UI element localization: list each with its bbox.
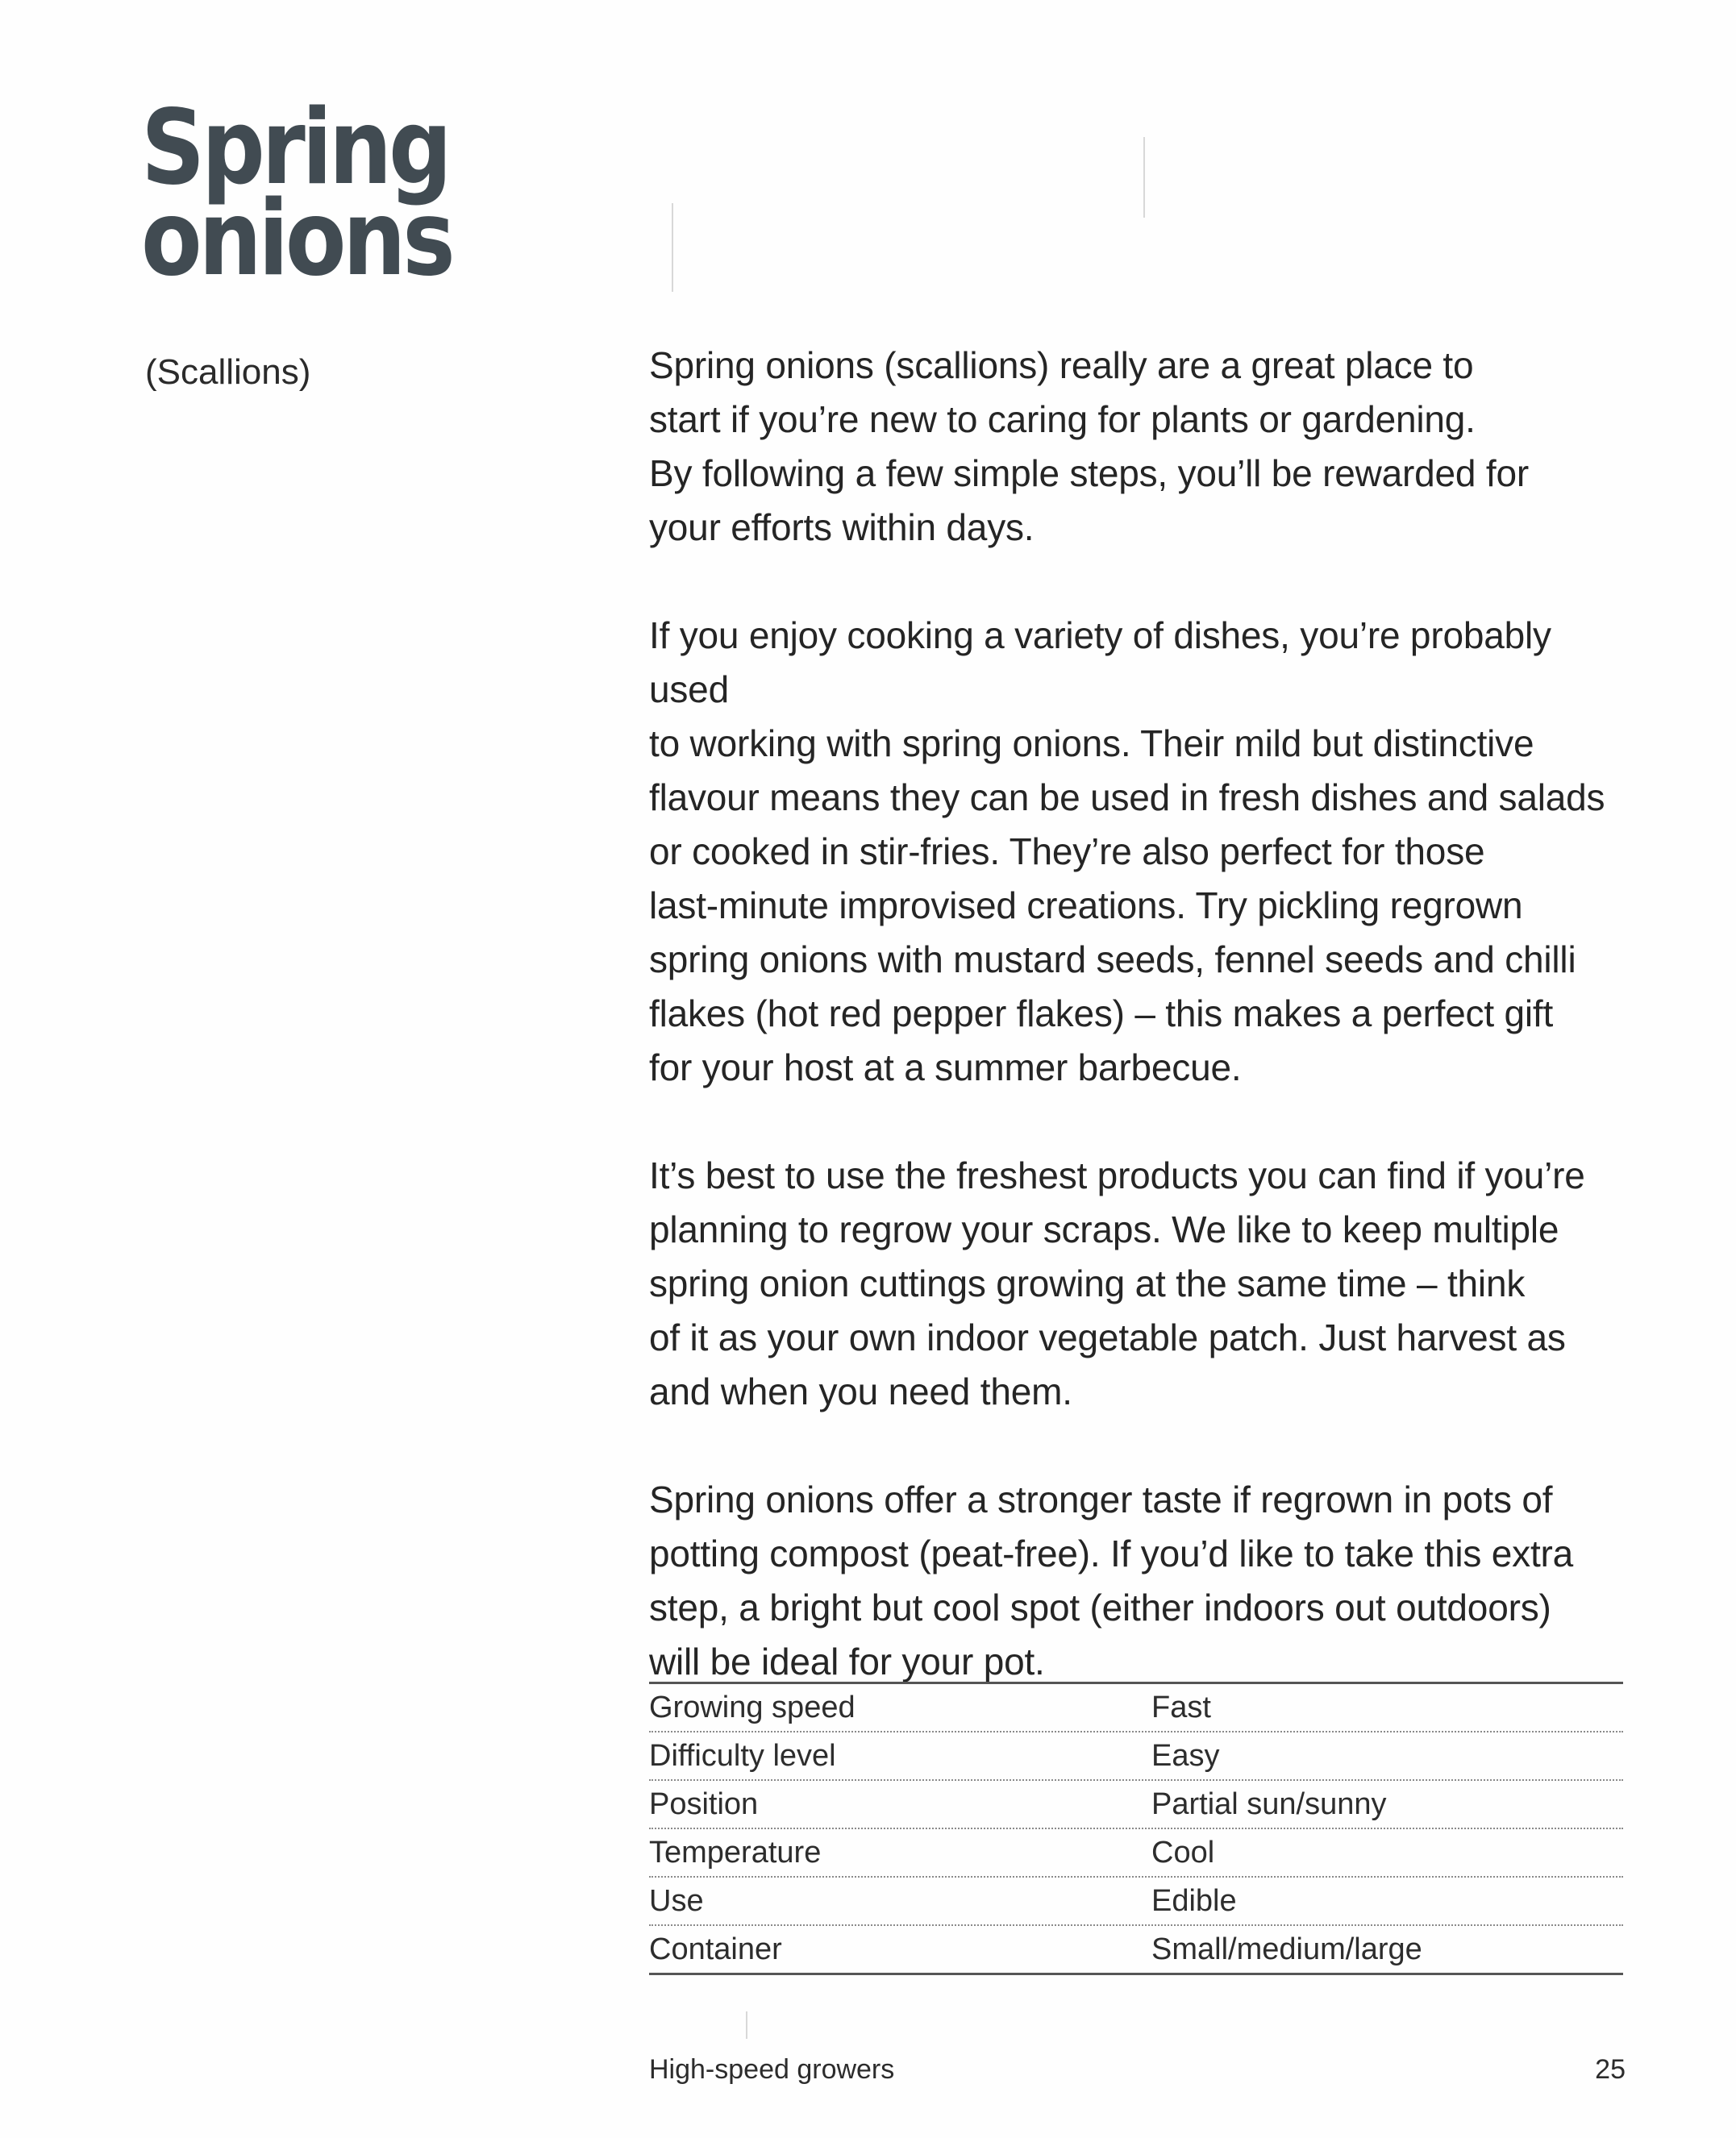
table-row-temperature [649,1829,1623,1878]
detail-value: Edible [1151,1883,1237,1918]
body-paragraph-1: Spring onions (scallions) really are a great place to start if you’re new to caring for plants or gardening. By following a few simple steps, you’ll be rewarded for your efforts within days. [649,344,1529,548]
body-paragraph-3: It’s best to use the freshest products you can find if you’re planning to regrow your scraps. We like to keep multiple spring onion cuttings growing at the same time – think of it as your own indoor vegetable patch. Just harvest as and when you need them. [649,1154,1585,1412]
plant-details-table [649,1682,1623,1975]
scan-artifact-line [672,203,673,292]
page-number: 25 [1595,2054,1626,2085]
detail-value: Small/medium/large [1151,1932,1422,1966]
detail-label: Difficulty level [649,1738,836,1773]
body-paragraph-2: If you enjoy cooking a variety of dishes, you’re probably used to working with spring onions. Their mild but distinctive flavour means they can be used in fresh dishes and salads or cooked in stir-fries. They’re also perfect for those last-minute improvised creations. Try pickling regrown spring onions with mustard seeds, fennel seeds and chilli flakes (hot red pepper flakes) – this makes a perfect gift for your host at a summer barbecue. [649,614,1605,1088]
scan-artifact-line [1143,137,1145,218]
detail-value: Fast [1151,1690,1211,1724]
table-row-use [649,1878,1623,1926]
table-row-container [649,1926,1623,1973]
detail-label: Use [649,1883,704,1918]
detail-label: Temperature [649,1835,822,1870]
detail-value: Easy [1151,1738,1220,1773]
detail-value: Partial sun/sunny [1151,1787,1387,1821]
title-line-onions: onions [141,178,452,299]
table-row-difficulty-level [649,1732,1623,1781]
table-row-growing-speed [649,1684,1623,1732]
detail-label: Position [649,1787,759,1821]
table-row-position [649,1781,1623,1829]
detail-value: Cool [1151,1835,1215,1870]
title-line-spring: Spring [141,88,449,208]
scan-artifact-line [746,2011,747,2039]
page-subtitle: (Scallions) [145,352,311,392]
page-title [141,88,502,299]
body-copy [649,339,1633,1743]
detail-label: Container [649,1932,782,1966]
footer-section-title: High-speed growers [649,2054,895,2085]
body-paragraph-4: Spring onions offer a stronger taste if regrown in pots of potting compost (peat-free). If you’d like to take this extra step, a bright but cool spot (either indoors out outdoors) will be ideal for your pot. [649,1479,1574,1683]
detail-label: Growing speed [649,1690,856,1724]
